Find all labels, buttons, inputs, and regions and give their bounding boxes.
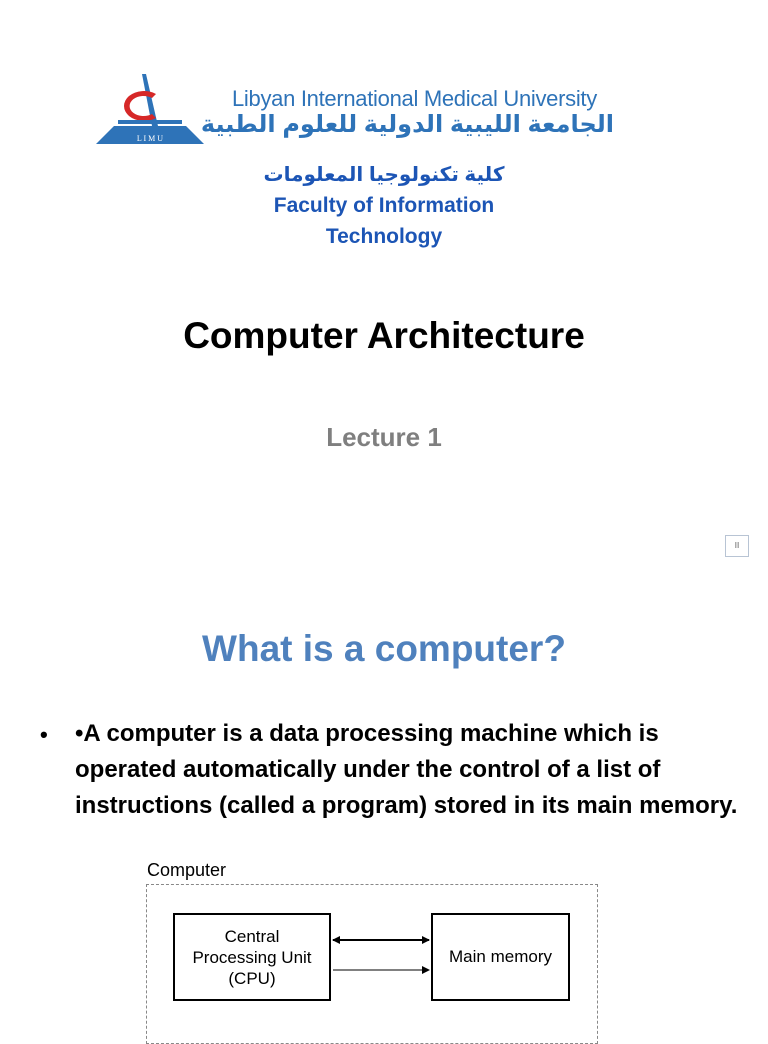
cpu-label-line2: Processing Unit [192, 947, 312, 967]
limu-logo [96, 72, 204, 148]
slide-title: Computer Architecture [183, 315, 585, 356]
faculty-name-ar: كلية تكنولوجيا المعلومات [263, 164, 505, 186]
cpu-label-line3: (CPU) [228, 968, 276, 988]
faculty-name-en-line1: Faculty of Information [273, 194, 495, 217]
lecture-subtitle: Lecture 1 [326, 422, 442, 452]
university-name-en: Libyan International Medical University [232, 86, 597, 111]
logo-bar-shape [118, 120, 182, 124]
university-name-ar: الجامعة الليبية الدولية للعلوم الطبية [200, 111, 614, 138]
cpu-label [192, 926, 311, 989]
cpu-box [173, 913, 331, 1001]
bullet-marker: • [40, 722, 48, 747]
logo-text: L I M U [136, 134, 164, 143]
bullet-text: •A computer is a data processing machine which is operated automatically under the control of a list of instructions (called a program) stored in its main memory. [75, 720, 738, 819]
main-memory-label: Main memory [449, 947, 552, 966]
cpu-label-line1: Central [224, 926, 280, 946]
faculty-name-en-line2: Technology [325, 225, 443, 248]
slide2-heading: What is a computer? [202, 628, 566, 669]
main-memory-box [431, 913, 570, 1001]
page-marker[interactable]: II [725, 535, 749, 557]
connection-arrows [331, 925, 431, 985]
diagram-frame-label: Computer [147, 860, 227, 880]
